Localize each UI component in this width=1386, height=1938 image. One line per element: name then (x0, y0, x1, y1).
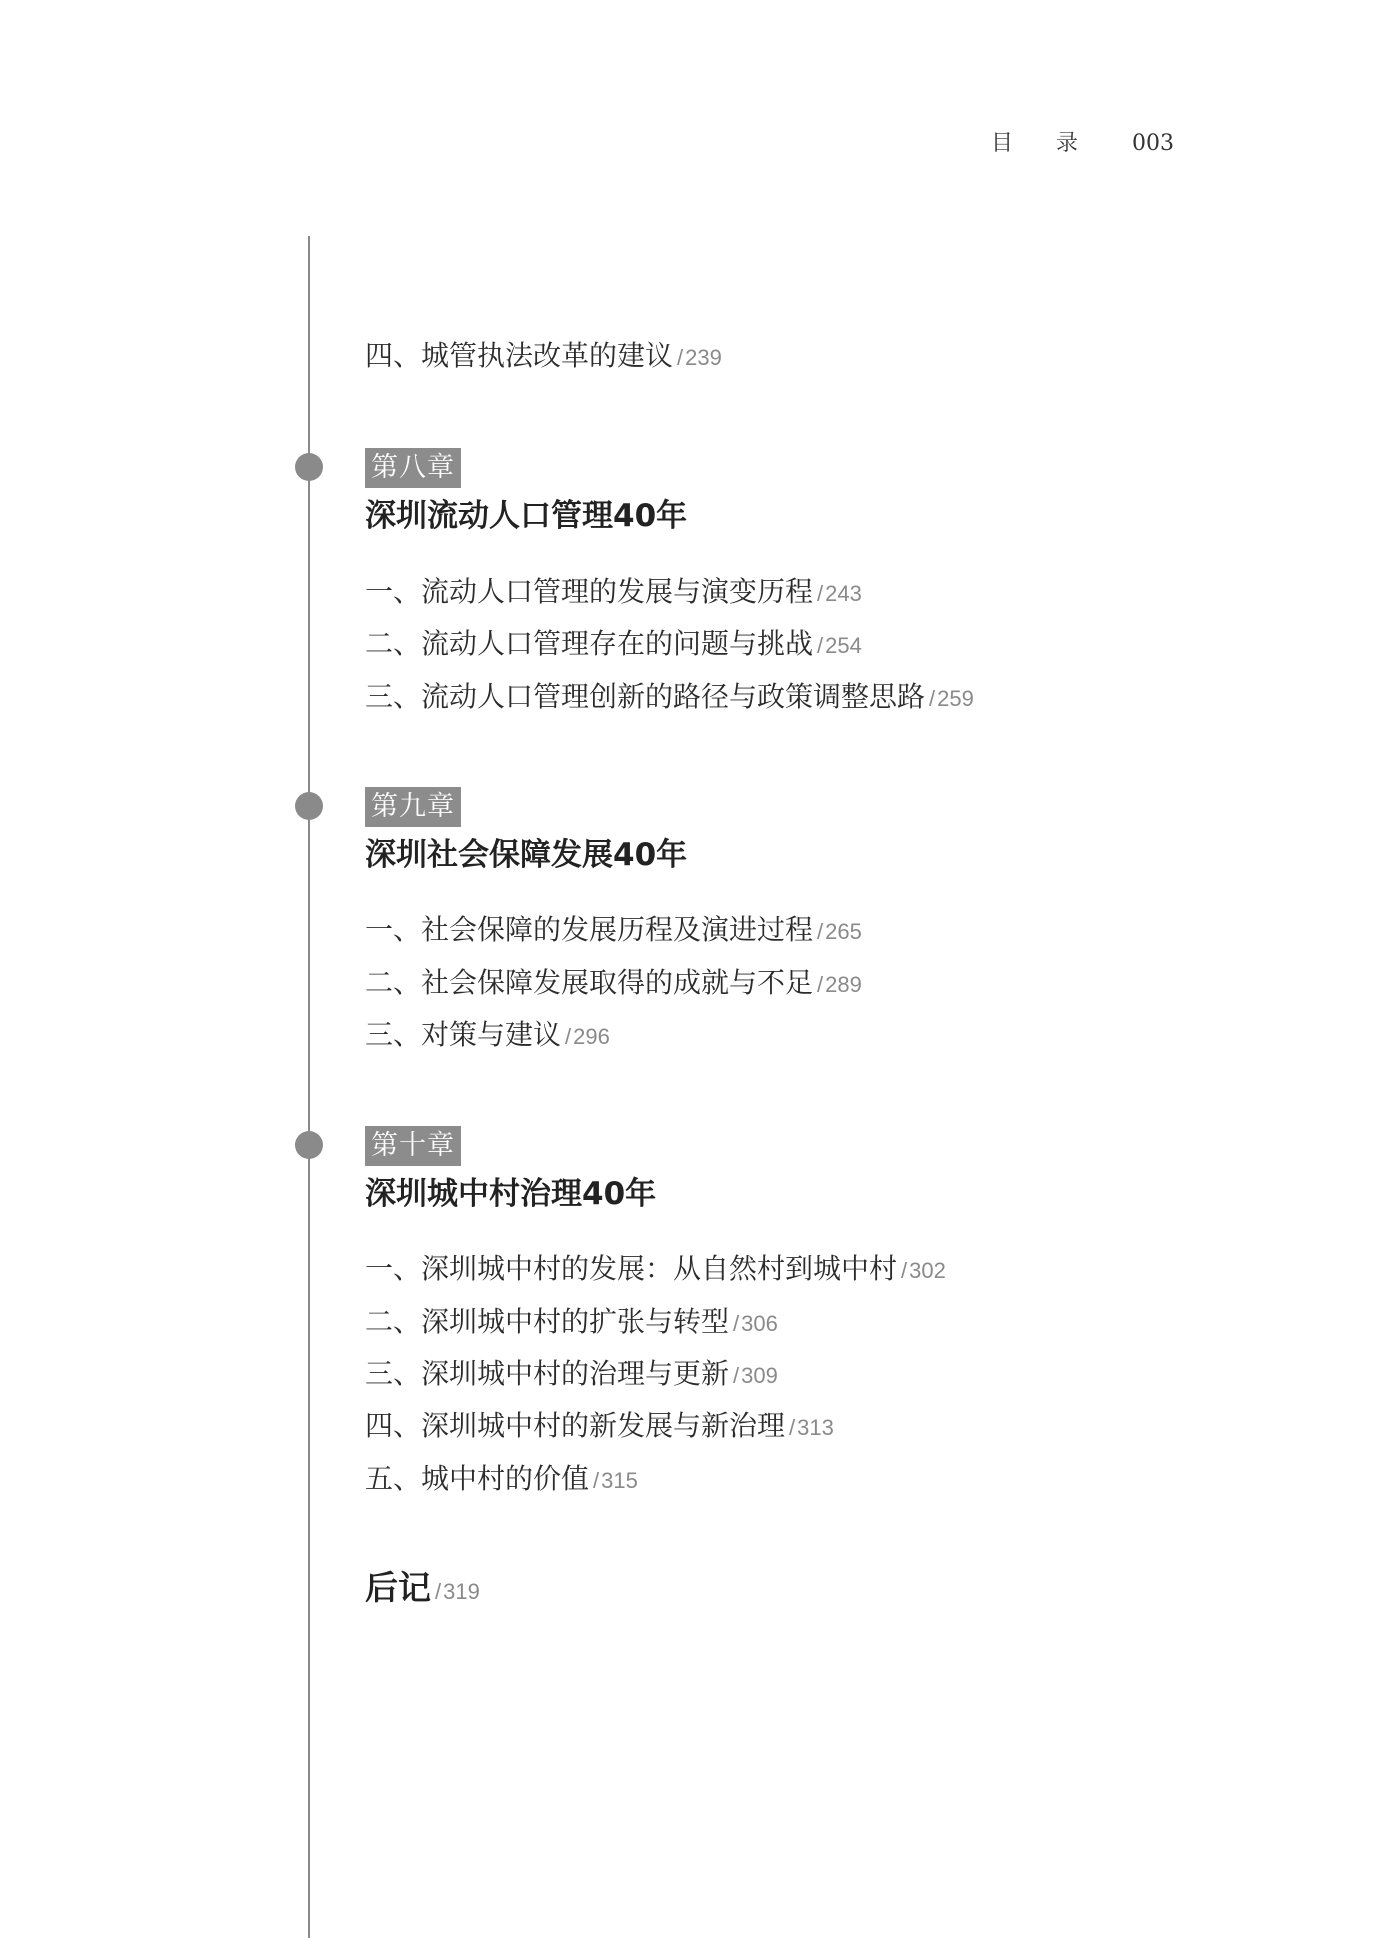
toc-entry[interactable] (365, 1354, 778, 1396)
toc-entry-text: 四、城管执法改革的建议 (365, 339, 674, 372)
toc-entry-page: 239 (685, 345, 722, 370)
page-separator: / (789, 1415, 796, 1440)
toc-entry-page: 296 (573, 1024, 610, 1049)
toc-entry[interactable] (365, 1249, 946, 1291)
toc-entry-page: 302 (909, 1258, 946, 1283)
toc-entry-text: 三、对策与建议 (365, 1018, 562, 1051)
timeline-dot (295, 453, 323, 481)
chapter-title[interactable]: 深圳社会保障发展40年 (365, 837, 688, 873)
toc-entry[interactable] (365, 910, 862, 952)
page-separator: / (565, 1024, 572, 1049)
toc-entry-text: 二、流动人口管理存在的问题与挑战 (365, 627, 814, 660)
chapter-title[interactable]: 深圳城中村治理40年 (365, 1176, 657, 1212)
page-separator: / (733, 1311, 740, 1336)
toc-entry-page: 289 (825, 972, 862, 997)
toc-entry-page: 315 (601, 1468, 638, 1493)
page-separator: / (435, 1579, 442, 1604)
toc-entry-page: 243 (825, 581, 862, 606)
toc-entry[interactable] (365, 336, 722, 378)
page-separator: / (817, 633, 824, 658)
toc-entry[interactable] (365, 1015, 610, 1057)
toc-entry-text: 四、深圳城中村的新发展与新治理 (365, 1409, 786, 1442)
toc-entry[interactable] (365, 572, 862, 614)
toc-afterword[interactable] (365, 1566, 480, 1614)
toc-entry-text: 三、深圳城中村的治理与更新 (365, 1357, 730, 1390)
page-separator: / (593, 1468, 600, 1493)
chapter-tag: 第八章 (365, 448, 461, 488)
toc-entry-text: 一、流动人口管理的发展与演变历程 (365, 575, 814, 608)
toc-entry-text: 二、社会保障发展取得的成就与不足 (365, 966, 814, 999)
page-separator: / (733, 1363, 740, 1388)
page-separator: / (817, 581, 824, 606)
chapter-tag: 第十章 (365, 1126, 461, 1166)
toc-entry-text: 一、深圳城中村的发展：从自然村到城中村 (365, 1252, 898, 1285)
timeline-dot (295, 1131, 323, 1159)
chapter-title[interactable]: 深圳流动人口管理40年 (365, 498, 688, 534)
header-page-number: 003 (1132, 131, 1174, 156)
chapter-tag: 第九章 (365, 787, 461, 827)
timeline-dot (295, 792, 323, 820)
toc-entry-text: 一、社会保障的发展历程及演进过程 (365, 913, 814, 946)
toc-entry[interactable] (365, 677, 974, 719)
toc-entry-page: 306 (741, 1311, 778, 1336)
page-separator: / (817, 972, 824, 997)
page-separator: / (677, 345, 684, 370)
toc-entry-page: 265 (825, 919, 862, 944)
toc-entry[interactable] (365, 1459, 638, 1501)
running-header (991, 126, 1174, 157)
toc-entry[interactable] (365, 624, 862, 666)
page-separator: / (817, 919, 824, 944)
toc-entry-page: 254 (825, 633, 862, 658)
afterword-page: 319 (443, 1579, 480, 1604)
toc-entry[interactable] (365, 1302, 778, 1344)
toc-entry[interactable] (365, 963, 862, 1005)
header-title: 目 录 (991, 131, 1096, 156)
page-separator: / (901, 1258, 908, 1283)
toc-entry-text: 五、城中村的价值 (365, 1462, 590, 1495)
timeline-rule (308, 236, 310, 1938)
toc-entry-page: 313 (797, 1415, 834, 1440)
toc-entry-text: 二、深圳城中村的扩张与转型 (365, 1305, 730, 1338)
toc-entry-text: 三、流动人口管理创新的路径与政策调整思路 (365, 680, 926, 713)
toc-entry-page: 309 (741, 1363, 778, 1388)
toc-entry-page: 259 (937, 686, 974, 711)
afterword-text: 后记 (365, 1568, 431, 1607)
toc-entry[interactable] (365, 1406, 834, 1448)
page-separator: / (929, 686, 936, 711)
